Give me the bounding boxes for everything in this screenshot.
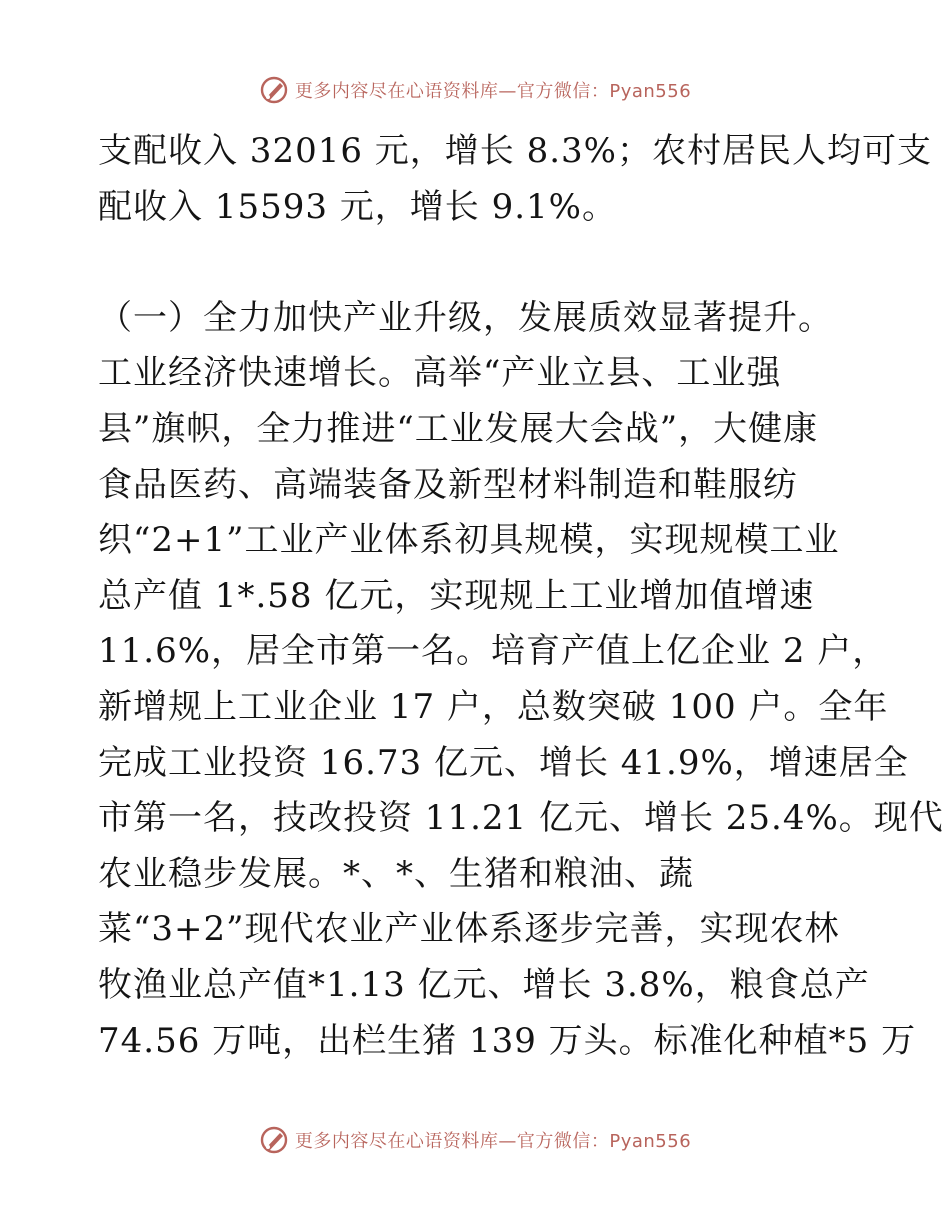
text-line: 总产值 1*.58 亿元，实现规上工业增加值增速	[98, 575, 815, 616]
text-line: 新增规上工业企业 17 户，总数突破 100 户。全年	[98, 686, 889, 727]
text-line: 配收入 15593 元，增长 9.1%。	[98, 186, 617, 227]
watermark-header	[0, 74, 950, 106]
text-line: 织“2+1”工业产业体系初具规模，实现规模工业	[98, 520, 840, 561]
watermark-text: 更多内容尽在心语资料库—官方微信：Pyan556	[294, 1131, 692, 1152]
text-line: 食品医药、高端装备及新型材料制造和鞋服纺	[98, 464, 798, 505]
pen-logo-icon	[259, 75, 289, 105]
watermark-text: 更多内容尽在心语资料库—官方微信：Pyan556	[294, 81, 692, 102]
text-line: 牧渔业总产值*1.13 亿元、增长 3.8%，粮食总产	[98, 964, 870, 1005]
text-line: 支配收入 32016 元，增长 8.3%；农村居民人均可支	[98, 131, 932, 171]
text-line	[98, 235, 858, 291]
document-body	[98, 124, 944, 1069]
text-line: 完成工业投资 16.73 亿元、增长 41.9%，增速居全	[98, 742, 909, 783]
section-heading: （一）全力加快产业升级，发展质效显著提升。	[98, 297, 833, 338]
text-line: 县”旗帜，全力推进“工业发展大会战”，大健康	[98, 408, 819, 449]
text-line: 工业经济快速增长。高举“产业立县、工业强	[98, 353, 782, 394]
pen-logo-icon	[259, 1125, 289, 1155]
watermark-footer	[0, 1124, 950, 1156]
text-line: 农业稳步发展。*、*、生猪和粮油、蔬	[98, 853, 694, 894]
text-line: 74.56 万吨，出栏生猪 139 万头。标准化种植*5 万	[98, 1020, 917, 1061]
text-line: 市第一名，技改投资 11.21 亿元、增长 25.4%。现代	[98, 798, 944, 839]
text-line: 11.6%，居全市第一名。培育产值上亿企业 2 户，	[98, 631, 888, 672]
text-line: 菜“3+2”现代农业产业体系逐步完善，实现农林	[98, 909, 840, 950]
